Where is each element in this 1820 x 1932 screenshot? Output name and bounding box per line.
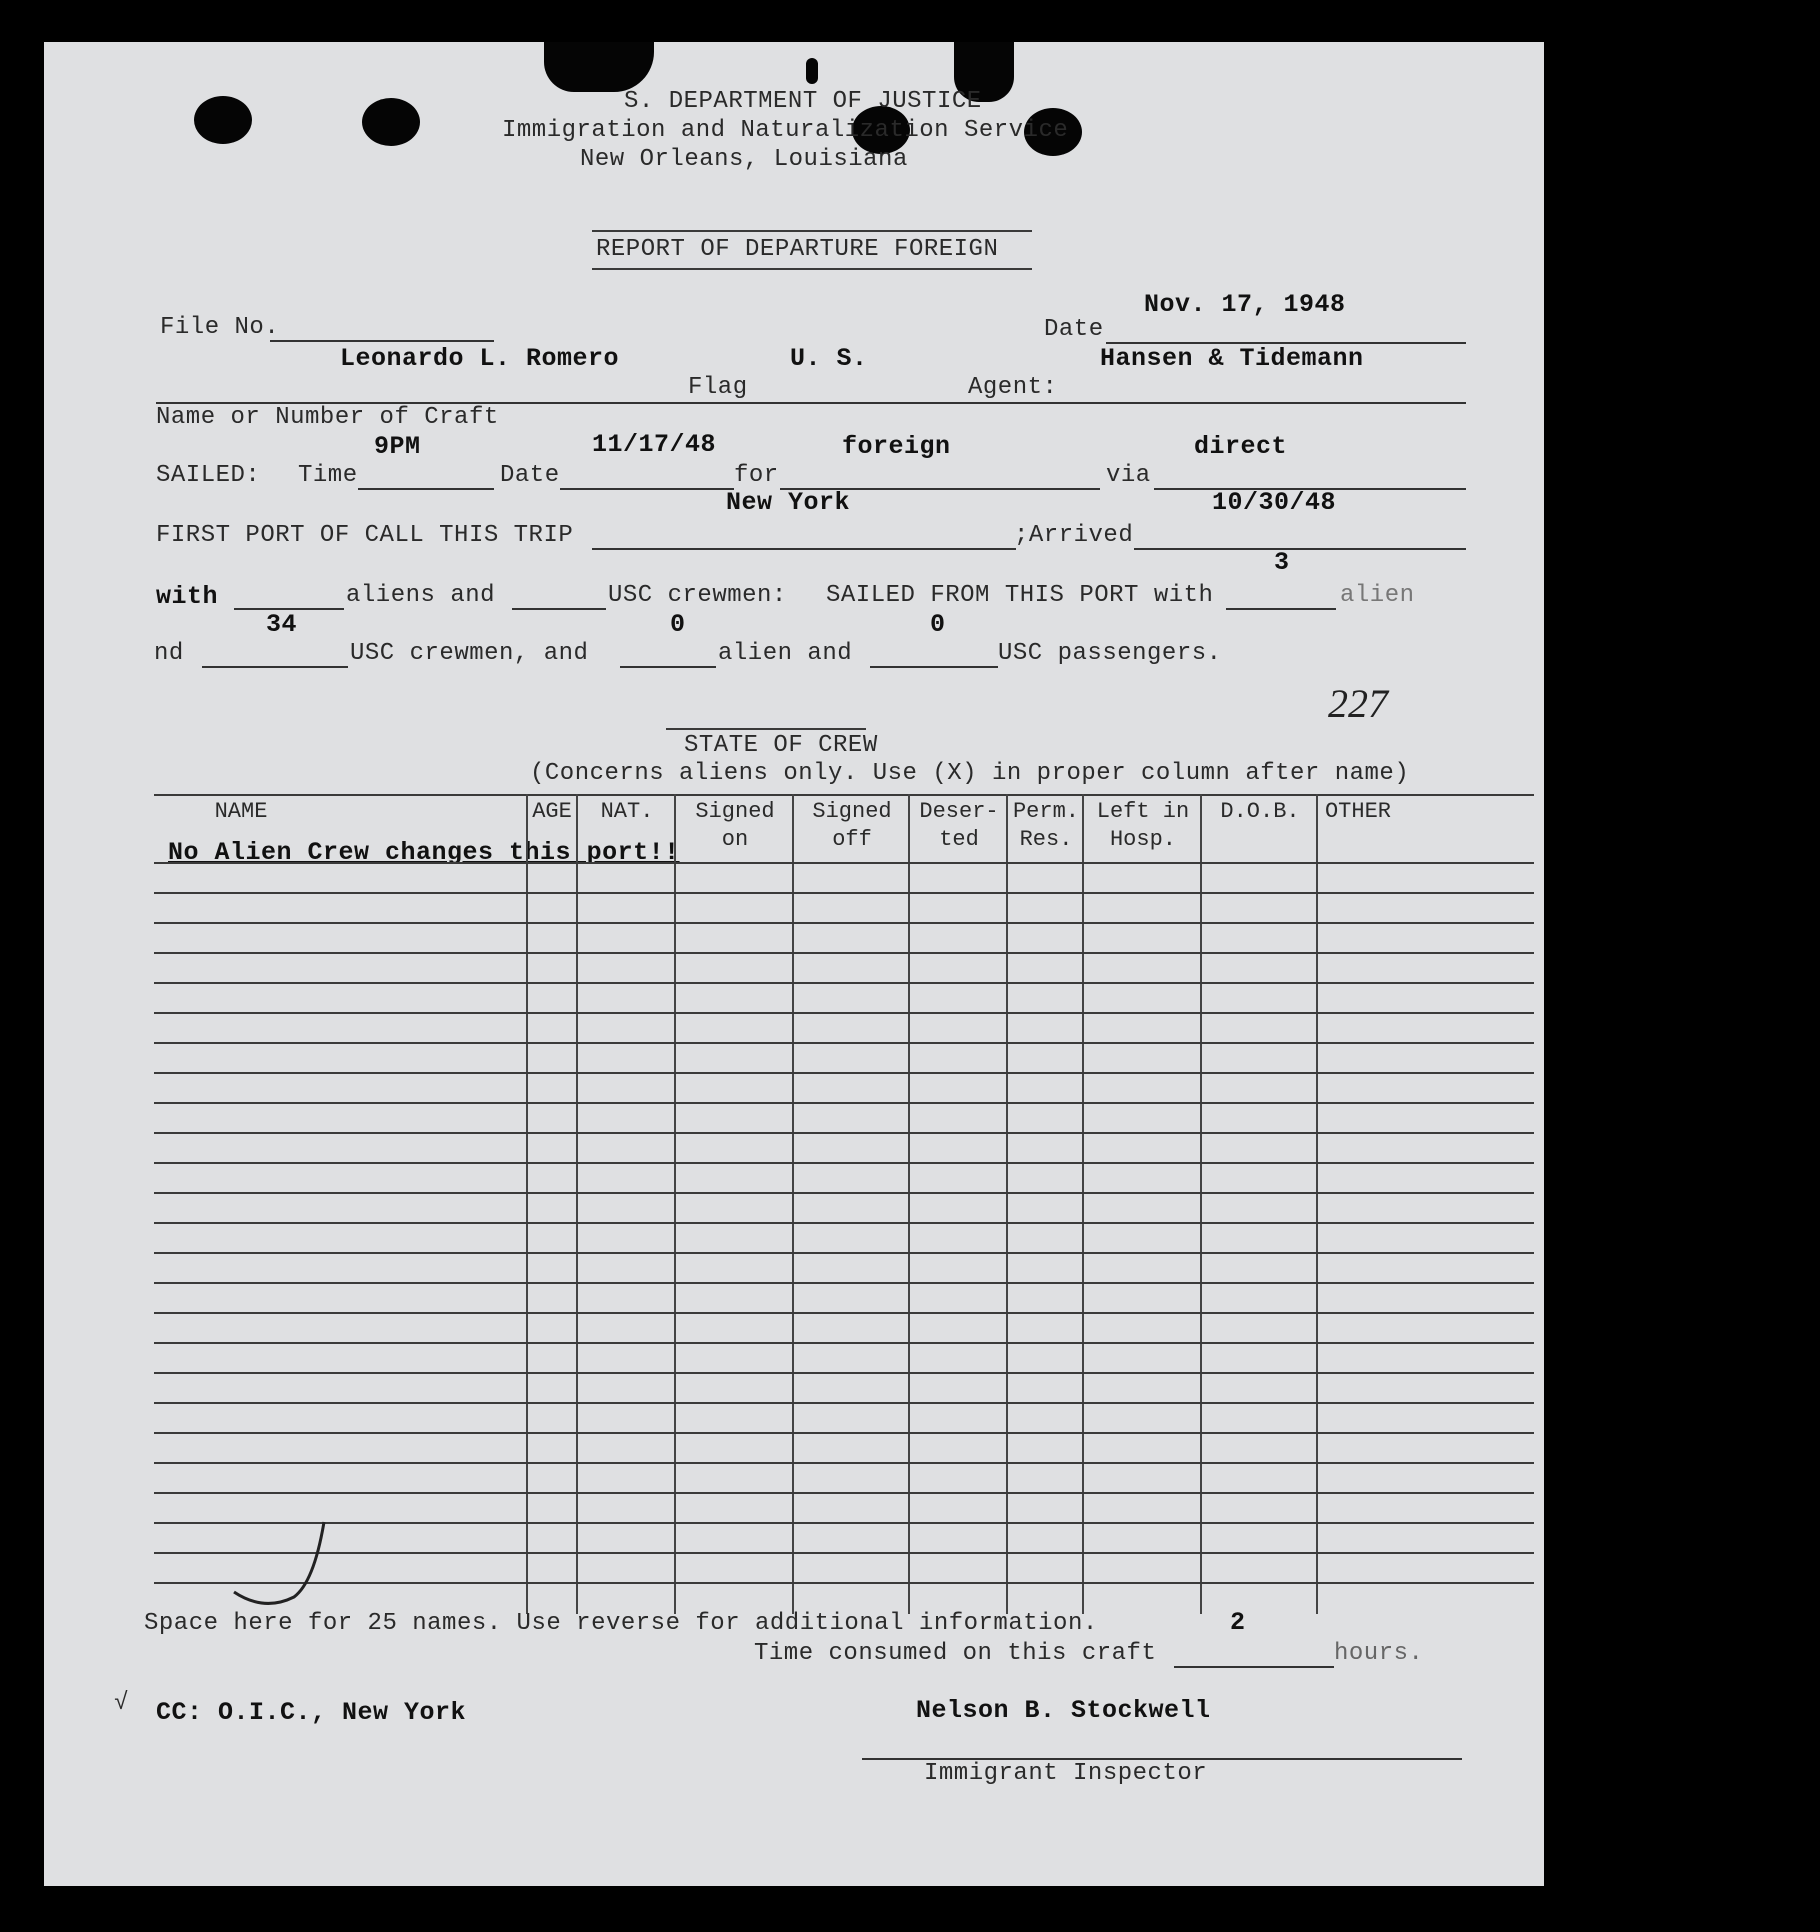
col-header-left-in-hosp: Left in Hosp. <box>1096 799 1190 852</box>
table-row <box>154 1552 1534 1554</box>
table-row <box>154 1012 1534 1014</box>
via-label: via <box>1106 462 1151 489</box>
table-top-rule <box>154 794 1534 796</box>
sailed-via-value: direct <box>1194 432 1288 461</box>
time-consumed-line <box>1174 1666 1334 1668</box>
usc-crewmen-label: USC crewmen: <box>608 582 787 609</box>
file-no-label: File No. <box>160 314 280 341</box>
crew-subtitle: (Concerns aliens only. Use (X) in proper column after name) <box>530 760 1410 787</box>
torn-edge <box>544 42 654 92</box>
report-title: REPORT OF DEPARTURE FOREIGN <box>596 236 999 263</box>
time-label: Time <box>298 462 358 489</box>
punch-hole <box>362 98 420 146</box>
sailed-aliens-line <box>1226 608 1336 610</box>
stamp-number: 227 <box>1328 681 1388 726</box>
inspector-name: Nelson B. Stockwell <box>916 1696 1211 1725</box>
sailed-date-value: 11/17/48 <box>592 430 717 459</box>
title-rule <box>592 230 1032 232</box>
col-rule <box>1200 794 1202 1614</box>
arrived-label: ;Arrived <box>1014 522 1134 549</box>
department-name: S. DEPARTMENT OF JUSTICE <box>624 88 982 115</box>
crew-title: STATE OF CREW <box>684 732 878 759</box>
table-row <box>154 1132 1534 1134</box>
table-row <box>154 1522 1534 1524</box>
document-page <box>44 42 1544 1886</box>
time-line <box>358 488 494 490</box>
col-header-signed-on: Signed on <box>695 799 775 852</box>
torn-edge <box>806 58 818 84</box>
table-row <box>154 1492 1534 1494</box>
alien-word: alien <box>1340 582 1415 609</box>
flag-value: U. S. <box>790 344 868 373</box>
usc-crewmen-count: 34 <box>266 610 298 639</box>
office-location: New Orleans, Louisiana <box>580 146 908 173</box>
crew-title-rule <box>666 728 866 730</box>
table-row <box>154 892 1534 894</box>
table-row <box>154 1192 1534 1194</box>
table-row <box>154 1342 1534 1344</box>
punch-hole <box>194 96 252 144</box>
crew-entry: No Alien Crew changes this port!! <box>168 838 680 867</box>
col-header-name: NAME <box>214 799 268 824</box>
alien-and-label: alien and <box>718 640 853 667</box>
first-port-value: New York <box>726 488 851 517</box>
col-header-perm-res: Perm. Res. <box>1012 799 1079 852</box>
craft-label: Name or Number of Craft <box>156 404 499 431</box>
inspector-title: Immigrant Inspector <box>924 1760 1208 1787</box>
date-label: Date <box>1044 316 1104 343</box>
col-rule <box>1082 794 1084 1614</box>
agent-value: Hansen & Tidemann <box>1100 344 1364 373</box>
space-note: Space here for 25 names. Use reverse for additional information. <box>144 1610 1098 1637</box>
arrived-aliens-value: 3 <box>1274 548 1290 577</box>
sailed-label: SAILED: <box>156 462 261 489</box>
table-row <box>154 1162 1534 1164</box>
title-rule <box>592 268 1032 270</box>
sailed-time-value: 9PM <box>374 432 421 461</box>
sailed-for-value: foreign <box>842 432 951 461</box>
with-label: with <box>156 582 219 611</box>
date-value: Nov. 17, 1948 <box>1144 290 1346 319</box>
table-row <box>154 1102 1534 1104</box>
sailed-from-label: SAILED FROM THIS PORT with <box>826 582 1214 609</box>
sail-date-line <box>560 488 734 490</box>
usc-crewmen-line <box>512 608 606 610</box>
col-rule <box>526 794 528 1614</box>
service-name: Immigration and Naturalization Service <box>502 117 1069 144</box>
table-row <box>154 1372 1534 1374</box>
usc-passengers-label: USC passengers. <box>998 640 1222 667</box>
and-label: nd <box>154 640 184 667</box>
table-row <box>154 1432 1534 1434</box>
table-row <box>154 862 1534 864</box>
table-row <box>154 1462 1534 1464</box>
col-header-other: OTHER <box>1324 799 1391 824</box>
usc-crewmen-count-line <box>202 666 348 668</box>
col-header-deserted: Deser-ted <box>919 799 999 852</box>
table-row <box>154 1582 1534 1584</box>
table-row <box>154 1222 1534 1224</box>
col-rule <box>908 794 910 1614</box>
col-rule <box>576 794 578 1614</box>
agent-label: Agent: <box>968 374 1058 401</box>
arrived-value: 10/30/48 <box>1212 488 1337 517</box>
col-header-nat: NAT. <box>600 799 654 824</box>
aliens-and-label: aliens and <box>346 582 496 609</box>
table-row <box>154 922 1534 924</box>
col-header-signed-off: Signed off <box>812 799 892 852</box>
sail-date-label: Date <box>500 462 560 489</box>
col-rule <box>792 794 794 1614</box>
alien-passengers-value: 0 <box>670 610 686 639</box>
table-row <box>154 1402 1534 1404</box>
first-port-line <box>592 548 1016 550</box>
usc-passengers-value: 0 <box>930 610 946 639</box>
table-row <box>154 982 1534 984</box>
arrived-line <box>1134 548 1466 550</box>
tick-icon: √ <box>114 1690 129 1717</box>
col-header-age: AGE <box>532 799 572 824</box>
flag-label: Flag <box>688 374 748 401</box>
first-port-label: FIRST PORT OF CALL THIS TRIP <box>156 522 574 549</box>
table-row <box>154 1042 1534 1044</box>
col-rule <box>1316 794 1318 1614</box>
table-row <box>154 952 1534 954</box>
usc-crewmen-and-label: USC crewmen, and <box>350 640 589 667</box>
table-row <box>154 1252 1534 1254</box>
alien-passengers-line <box>620 666 716 668</box>
col-rule <box>674 794 676 1614</box>
cc-line: CC: O.I.C., New York <box>156 1698 467 1727</box>
table-row <box>154 1282 1534 1284</box>
col-rule <box>1006 794 1008 1614</box>
table-row <box>154 1312 1534 1314</box>
craft-name-value: Leonardo L. Romero <box>340 344 620 373</box>
usc-passengers-line <box>870 666 998 668</box>
table-row <box>154 1072 1534 1074</box>
for-label: for <box>734 462 779 489</box>
hours-label: hours. <box>1334 1640 1424 1667</box>
time-consumed-label: Time consumed on this craft <box>754 1640 1157 1667</box>
file-no-line <box>270 340 494 342</box>
time-consumed-value: 2 <box>1230 1608 1246 1637</box>
col-header-dob: D.O.B. <box>1220 799 1300 824</box>
check-mark-icon <box>224 1502 334 1612</box>
